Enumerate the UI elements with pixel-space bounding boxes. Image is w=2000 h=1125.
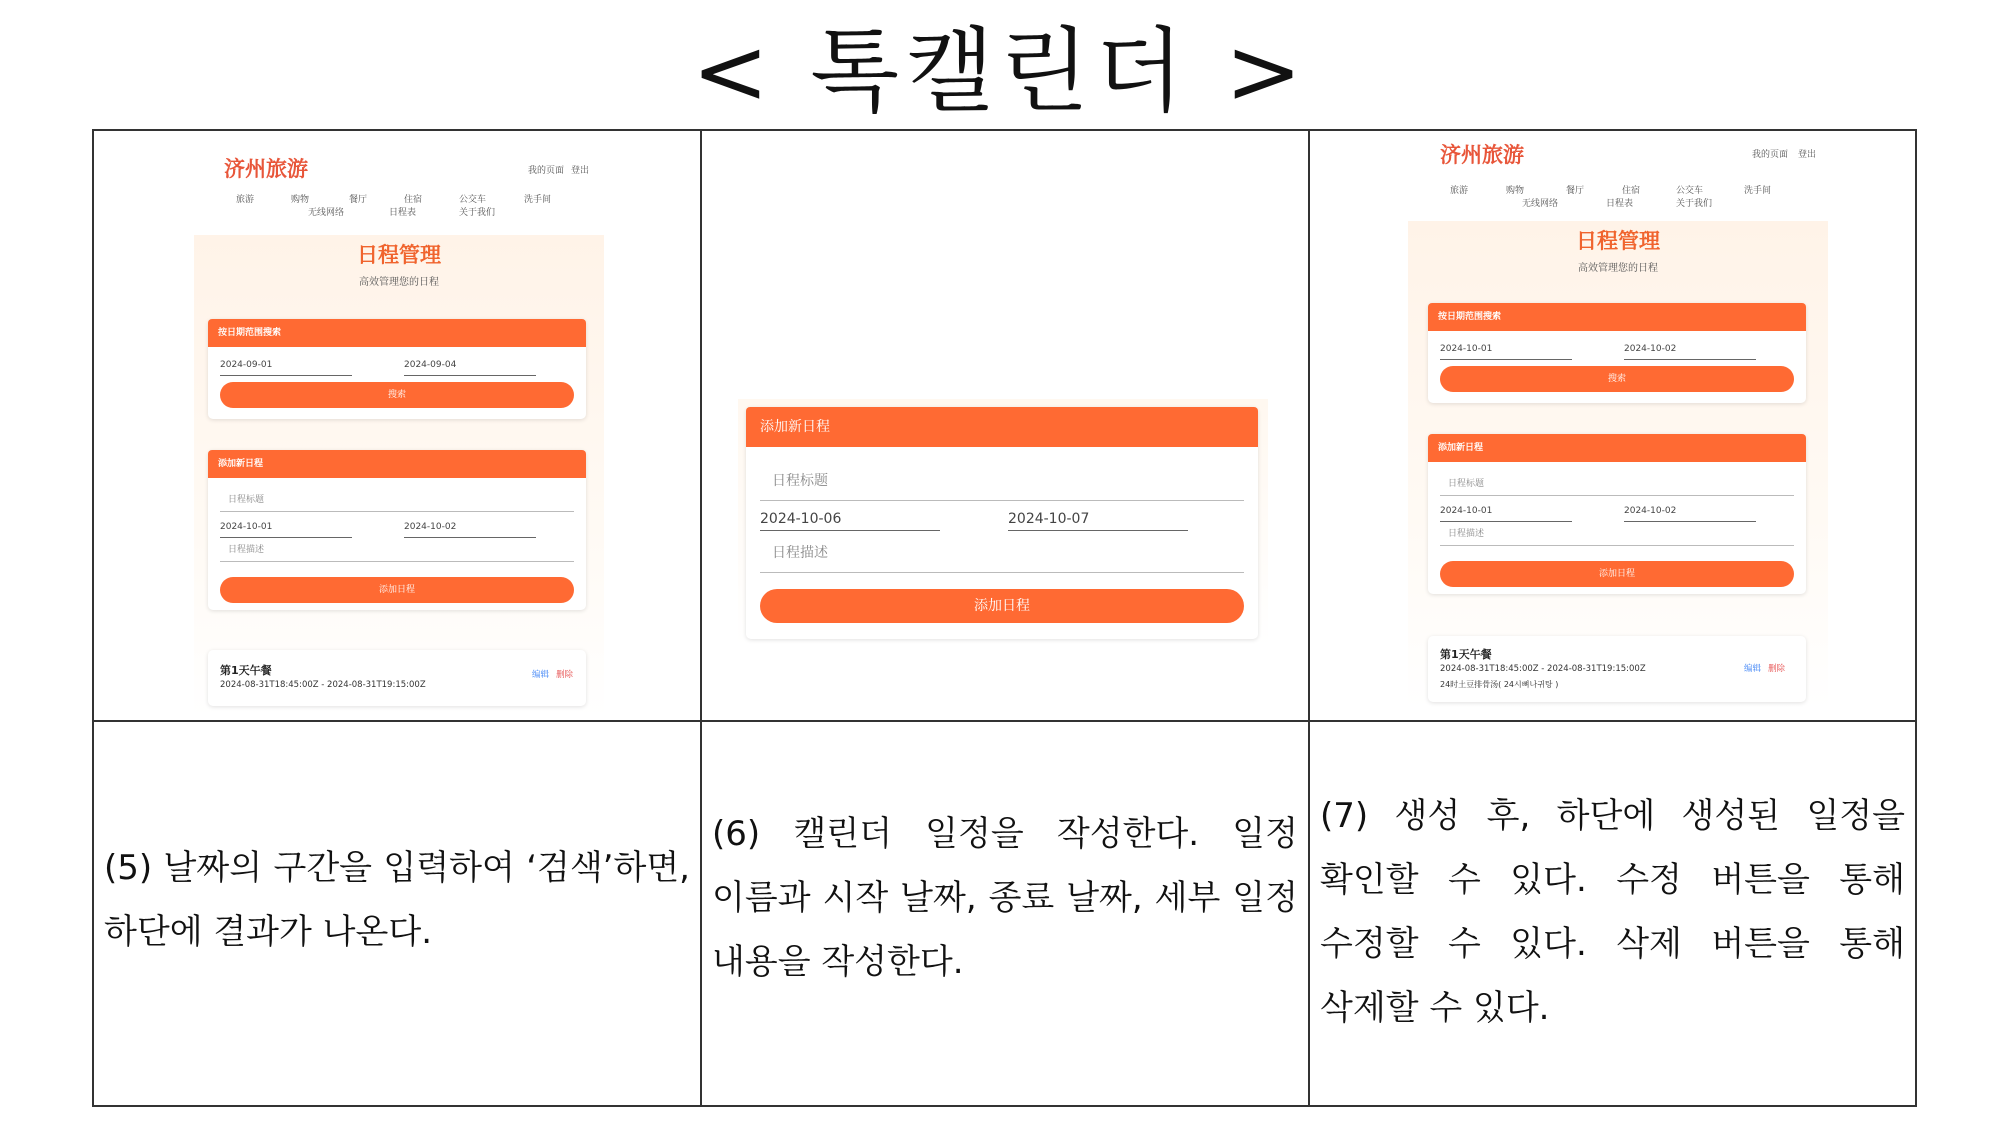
- schedule-desc-input[interactable]: 日程描述: [760, 533, 1244, 573]
- page-title: 日程管理: [1576, 229, 1660, 253]
- delete-button[interactable]: 删除: [1768, 664, 1786, 674]
- search-button[interactable]: 搜索: [1440, 366, 1794, 392]
- edit-button[interactable]: 编辑: [1744, 664, 1762, 674]
- my-page-link[interactable]: 我的页面: [528, 166, 565, 176]
- add-schedule-button[interactable]: 添加日程: [760, 589, 1244, 623]
- add-schedule-button[interactable]: 添加日程: [220, 577, 574, 603]
- add-schedule-card: [746, 407, 1258, 639]
- screenshot-cell-add: [702, 131, 1310, 722]
- page-title: 日程管理: [357, 243, 441, 267]
- nav-schedule[interactable]: 日程表: [389, 208, 417, 218]
- schedule-item: [1428, 636, 1806, 702]
- nav-about[interactable]: 关于我们: [1676, 199, 1713, 209]
- page-subtitle: 高效管理您的日程: [1578, 263, 1658, 274]
- brand-logo[interactable]: 济州旅游: [1440, 142, 1524, 167]
- add-card-header: 添加新日程: [746, 407, 1258, 447]
- description-cell-result: [1310, 722, 1915, 1105]
- my-page-link[interactable]: 我的页面: [1752, 150, 1789, 160]
- add-schedule-card: [1428, 434, 1806, 594]
- description-cell-search: [94, 722, 702, 1105]
- schedule-title-input[interactable]: 日程标题: [220, 488, 574, 512]
- schedule-title-input[interactable]: 日程标题: [1440, 472, 1794, 496]
- search-end-date[interactable]: 2024-09-04: [404, 360, 536, 376]
- nav-restaurant[interactable]: 餐厅: [1566, 186, 1585, 196]
- schedule-desc-input[interactable]: 日程描述: [1440, 522, 1794, 546]
- search-card: [208, 319, 586, 419]
- search-button[interactable]: 搜索: [220, 382, 574, 408]
- search-card: [1428, 303, 1806, 403]
- search-card-header: 按日期范围搜索: [208, 319, 586, 347]
- logout-link[interactable]: 登出: [571, 166, 590, 176]
- nav-lodging[interactable]: 住宿: [404, 195, 423, 205]
- app-screenshot-add-form: [738, 399, 1268, 647]
- nav-bus[interactable]: 公交车: [1676, 186, 1704, 196]
- schedule-panel: [194, 235, 604, 718]
- add-schedule-card: [208, 450, 586, 610]
- schedule-panel: [1408, 221, 1828, 709]
- nav-lodging[interactable]: 住宿: [1622, 186, 1641, 196]
- nav-wifi[interactable]: 无线网络: [1522, 199, 1559, 209]
- nav-wifi[interactable]: 无线网络: [308, 208, 345, 218]
- edit-button[interactable]: 编辑: [532, 670, 550, 680]
- add-end-date[interactable]: 2024-10-02: [1624, 506, 1756, 522]
- nav-about[interactable]: 关于我们: [459, 208, 496, 218]
- add-end-date[interactable]: 2024-10-02: [404, 522, 536, 538]
- description-add: (6) 캘린더 일정을 작성한다. 일정 이름과 시작 날짜, 종료 날짜, 세부 일정 내용을 작성한다.: [712, 814, 1298, 982]
- schedule-desc-input[interactable]: 日程描述: [220, 538, 574, 562]
- search-card-header: 按日期范围搜索: [1428, 303, 1806, 331]
- schedule-item: [208, 650, 586, 706]
- nav-shopping[interactable]: 购物: [291, 195, 310, 205]
- nav-bus[interactable]: 公交车: [459, 195, 487, 205]
- nav-restaurant[interactable]: 餐厅: [349, 195, 368, 205]
- nav-shopping[interactable]: 购物: [1506, 186, 1525, 196]
- add-card-header: 添加新日程: [208, 450, 586, 478]
- schedule-item-title: 第1天午餐: [1440, 648, 1492, 661]
- nav-tour[interactable]: 旅游: [236, 195, 255, 205]
- search-start-date[interactable]: 2024-10-01: [1440, 344, 1572, 360]
- add-card-header: 添加新日程: [1428, 434, 1806, 462]
- schedule-item-desc: 24时土豆排骨汤( 24시뼈나귀탕 ): [1440, 680, 1559, 689]
- document-title: < 톡캘린더 >: [691, 18, 1309, 125]
- search-start-date[interactable]: 2024-09-01: [220, 360, 352, 376]
- nav-restroom[interactable]: 洗手间: [1744, 186, 1772, 196]
- add-start-date[interactable]: 2024-10-01: [1440, 506, 1572, 522]
- add-end-date[interactable]: 2024-10-07: [1008, 507, 1188, 531]
- description-cell-add: [702, 722, 1310, 1105]
- delete-button[interactable]: 删除: [556, 670, 574, 680]
- nav-schedule[interactable]: 日程表: [1606, 199, 1634, 209]
- screenshot-cell-search: [94, 131, 702, 722]
- description-result: (7) 생성 후, 하단에 생성된 일정을 확인할 수 있다. 수정 버튼을 통해 수정할 수 있다. 삭제 버튼을 통해 삭제할 수 있다.: [1320, 796, 1905, 1028]
- page-subtitle: 高效管理您的日程: [359, 277, 439, 288]
- logout-link[interactable]: 登出: [1798, 150, 1817, 160]
- screenshot-cell-result: [1310, 131, 1915, 722]
- brand-logo[interactable]: 济州旅游: [224, 156, 308, 181]
- add-schedule-button[interactable]: 添加日程: [1440, 561, 1794, 587]
- schedule-item-time: 2024-08-31T18:45:00Z - 2024-08-31T19:15:00Z: [1440, 664, 1646, 674]
- search-end-date[interactable]: 2024-10-02: [1624, 344, 1756, 360]
- nav-tour[interactable]: 旅游: [1450, 186, 1469, 196]
- description-search: (5) 날짜의 구간을 입력하여 ‘검색’하면, 하단에 결과가 나온다.: [104, 848, 690, 952]
- add-start-date[interactable]: 2024-10-06: [760, 507, 940, 531]
- add-start-date[interactable]: 2024-10-01: [220, 522, 352, 538]
- schedule-title-input[interactable]: 日程标题: [760, 461, 1244, 501]
- nav-restroom[interactable]: 洗手间: [524, 195, 552, 205]
- app-screenshot-search: [194, 143, 604, 718]
- app-screenshot-result: [1408, 131, 1828, 709]
- schedule-item-title: 第1天午餐: [220, 664, 272, 677]
- screenshot-table: [92, 129, 1917, 1107]
- schedule-item-time: 2024-08-31T18:45:00Z - 2024-08-31T19:15:00Z: [220, 680, 426, 690]
